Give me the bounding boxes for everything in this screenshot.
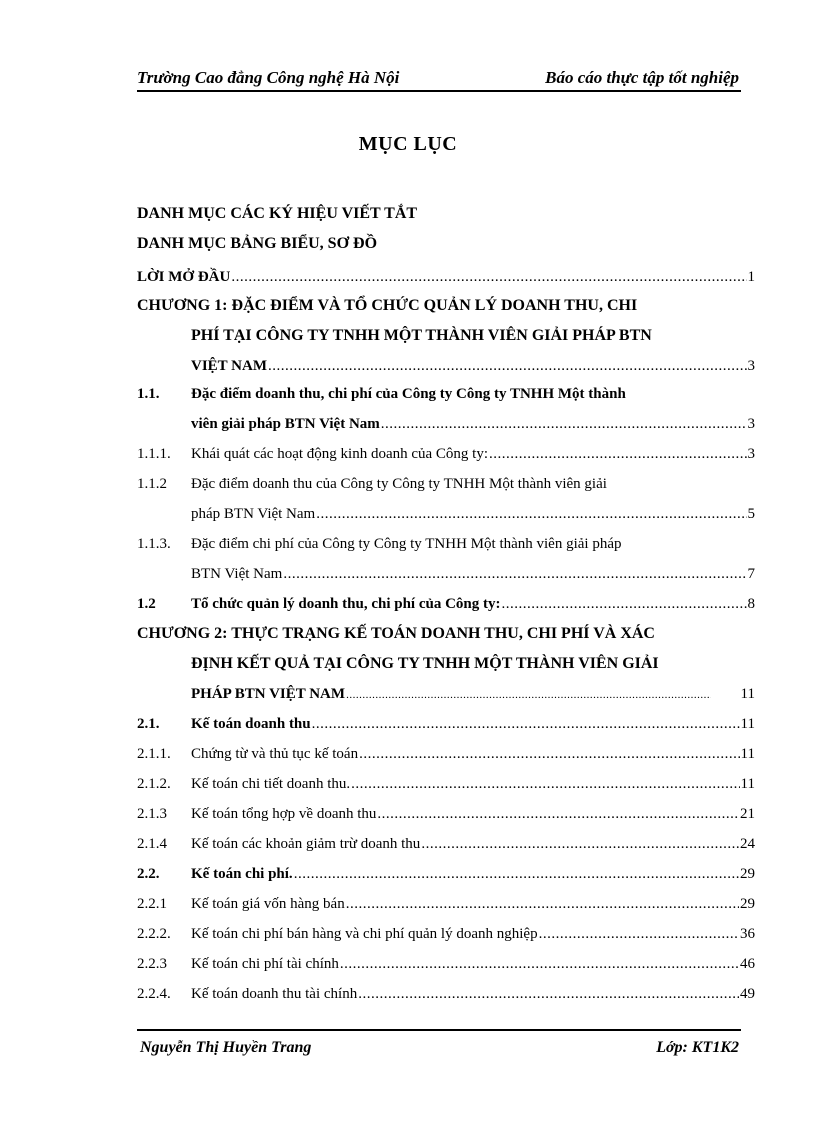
- toc-section-2-1-4-text: Kế toán các khoản giảm trừ doanh thu: [191, 836, 421, 852]
- toc-section-2-1-1-page: 11: [740, 746, 755, 762]
- toc-section-2-1-3-num: 2.1.3: [137, 806, 167, 822]
- page-footer: [137, 1029, 741, 1061]
- toc-section-1-1-3-num: 1.1.3.: [137, 536, 171, 552]
- toc-section-1-1-3-page: 7: [747, 566, 755, 582]
- dot-leader: [489, 440, 746, 468]
- toc-section-2-2-2-page: 36: [740, 926, 755, 942]
- dot-leader: [502, 590, 747, 618]
- dot-leader: [268, 352, 747, 380]
- footer-class: Lớp: KT1K2: [656, 1039, 739, 1056]
- toc-section-2-2-page: 29: [740, 866, 755, 882]
- toc-section-1-1-2-num: 1.1.2: [137, 476, 167, 492]
- dot-leader: [358, 980, 739, 1008]
- dot-leader: [381, 410, 747, 438]
- toc-section-1-1-num: 1.1.: [137, 386, 160, 402]
- toc-section-1-1-1-text: Khái quát các hoạt động kinh doanh của Công ty:: [191, 446, 489, 462]
- toc-section-2-2-3-num: 2.2.3: [137, 956, 167, 972]
- toc-section-1-1-2-line2: pháp BTN Việt Nam: [191, 506, 316, 522]
- toc-intro-text: LỜI MỞ ĐẦU: [137, 269, 231, 285]
- toc-chapter-1-line1: CHƯƠNG 1: ĐẶC ĐIỂM VÀ TỔ CHỨC QUẢN LÝ DOANH THU, CHI: [137, 297, 638, 314]
- toc-section-1-2-num: 1.2: [137, 596, 156, 612]
- toc-section-2-2-4-num: 2.2.4.: [137, 986, 171, 1002]
- toc-section-2-2-2-text: Kế toán chi phí bán hàng và chi phí quản lý doanh nghiệp: [191, 926, 538, 942]
- toc-section-2-1-page: 11: [740, 716, 755, 732]
- toc-chapter-1-line2: PHÍ TẠI CÔNG TY TNHH MỘT THÀNH VIÊN GIẢI PHÁP BTN: [191, 327, 652, 344]
- toc-chapter-1-page: 3: [747, 358, 755, 374]
- toc-section-2-1-1-num: 2.1.1.: [137, 746, 171, 762]
- toc-section-2-2-1-text: Kế toán giá vốn hàng bán: [191, 896, 345, 912]
- toc-section-1-1-page: 3: [747, 416, 755, 432]
- toc-section-1-1-2-page: 5: [747, 506, 755, 522]
- dot-leader: [294, 860, 739, 888]
- dot-leader: [346, 681, 710, 709]
- toc-section-2-2-4-page: 49: [740, 986, 755, 1002]
- toc-chapter-2-line2: ĐỊNH KẾT QUẢ TẠI CÔNG TY TNHH MỘT THÀNH VIÊN GIẢI: [191, 655, 659, 672]
- toc-intro-page: 1: [747, 269, 755, 285]
- footer-author: Nguyễn Thị Huyền Trang: [140, 1039, 312, 1056]
- toc-section-2-2-num: 2.2.: [137, 866, 160, 882]
- toc-section-2-2-2-num: 2.2.2.: [137, 926, 171, 942]
- page-title: MỤC LỤC: [358, 133, 458, 155]
- toc-section-2-2-3-text: Kế toán chi phí tài chính: [191, 956, 339, 972]
- dot-leader: [346, 890, 739, 918]
- toc-section-2-1-3-page: 21: [740, 806, 755, 822]
- toc-section-2-1-4-num: 2.1.4: [137, 836, 167, 852]
- dot-leader: [312, 710, 740, 738]
- header-school: Trường Cao đẳng Công nghệ Hà Nội: [137, 68, 400, 87]
- dot-leader: [283, 560, 746, 588]
- dot-leader: [351, 770, 739, 798]
- page-header: [137, 66, 741, 92]
- toc-section-1-1-1-num: 1.1.1.: [137, 446, 171, 462]
- toc-section-1-1-line2: viên giải pháp BTN Việt Nam: [191, 416, 380, 432]
- toc-tables-text: DANH MỤC BẢNG BIỂU, SƠ ĐỒ: [137, 235, 378, 252]
- toc-chapter-1-line3: VIỆT NAM: [191, 358, 267, 374]
- toc-section-1-1-1-page: 3: [747, 446, 755, 462]
- dot-leader: [377, 800, 739, 828]
- toc-section-1-1-line1: Đặc điểm doanh thu, chi phí của Công ty Công ty TNHH Một thành: [191, 386, 626, 402]
- toc-section-2-1-2-text: Kế toán chi tiết doanh thu.: [191, 776, 351, 792]
- dot-leader: [539, 920, 739, 948]
- toc-section-2-1-text: Kế toán doanh thu: [191, 716, 311, 732]
- toc-chapter-2-line3: PHÁP BTN VIỆT NAM: [191, 686, 346, 702]
- toc-section-1-1-3-line1: Đặc điểm chi phí của Công ty Công ty TNHH Một thành viên giải pháp: [191, 536, 622, 552]
- toc-section-2-1-1-text: Chứng từ và thủ tục kế toán: [191, 746, 359, 762]
- toc-section-1-2-page: 8: [747, 596, 755, 612]
- toc-chapter-2-page: 11: [740, 686, 755, 702]
- toc-section-1-2-text: Tổ chức quản lý doanh thu, chi phí của Công ty:: [191, 596, 501, 612]
- toc-section-2-1-4-page: 24: [740, 836, 755, 852]
- toc-abbreviations-text: DANH MỤC CÁC KÝ HIỆU VIẾT TẮT: [137, 205, 418, 222]
- dot-leader: [359, 740, 739, 768]
- toc-section-2-2-1-num: 2.2.1: [137, 896, 167, 912]
- header-report-title: Báo cáo thực tập tốt nghiệp: [545, 68, 739, 87]
- toc-section-1-1-2-line1: Đặc điểm doanh thu của Công ty Công ty TNHH Một thành viên giải: [191, 476, 607, 492]
- toc-section-2-1-num: 2.1.: [137, 716, 160, 732]
- toc-section-2-1-3-text: Kế toán tổng hợp về doanh thu: [191, 806, 377, 822]
- toc-section-2-1-2-num: 2.1.2.: [137, 776, 171, 792]
- toc-section-2-2-1-page: 29: [740, 896, 755, 912]
- dot-leader: [421, 830, 739, 858]
- toc-chapter-2-line1: CHƯƠNG 2: THỰC TRẠNG KẾ TOÁN DOANH THU, CHI PHÍ VÀ XÁC: [137, 625, 655, 642]
- dot-leader: [316, 500, 746, 528]
- toc-section-2-2-text: Kế toán chi phí.: [191, 866, 293, 882]
- dot-leader: [231, 263, 746, 291]
- dot-leader: [340, 950, 739, 978]
- toc-section-2-2-3-page: 46: [740, 956, 755, 972]
- toc-section-2-1-2-page: 11: [740, 776, 755, 792]
- toc-section-2-2-4-text: Kế toán doanh thu tài chính: [191, 986, 358, 1002]
- toc-section-1-1-3-line2: BTN Việt Nam: [191, 566, 283, 582]
